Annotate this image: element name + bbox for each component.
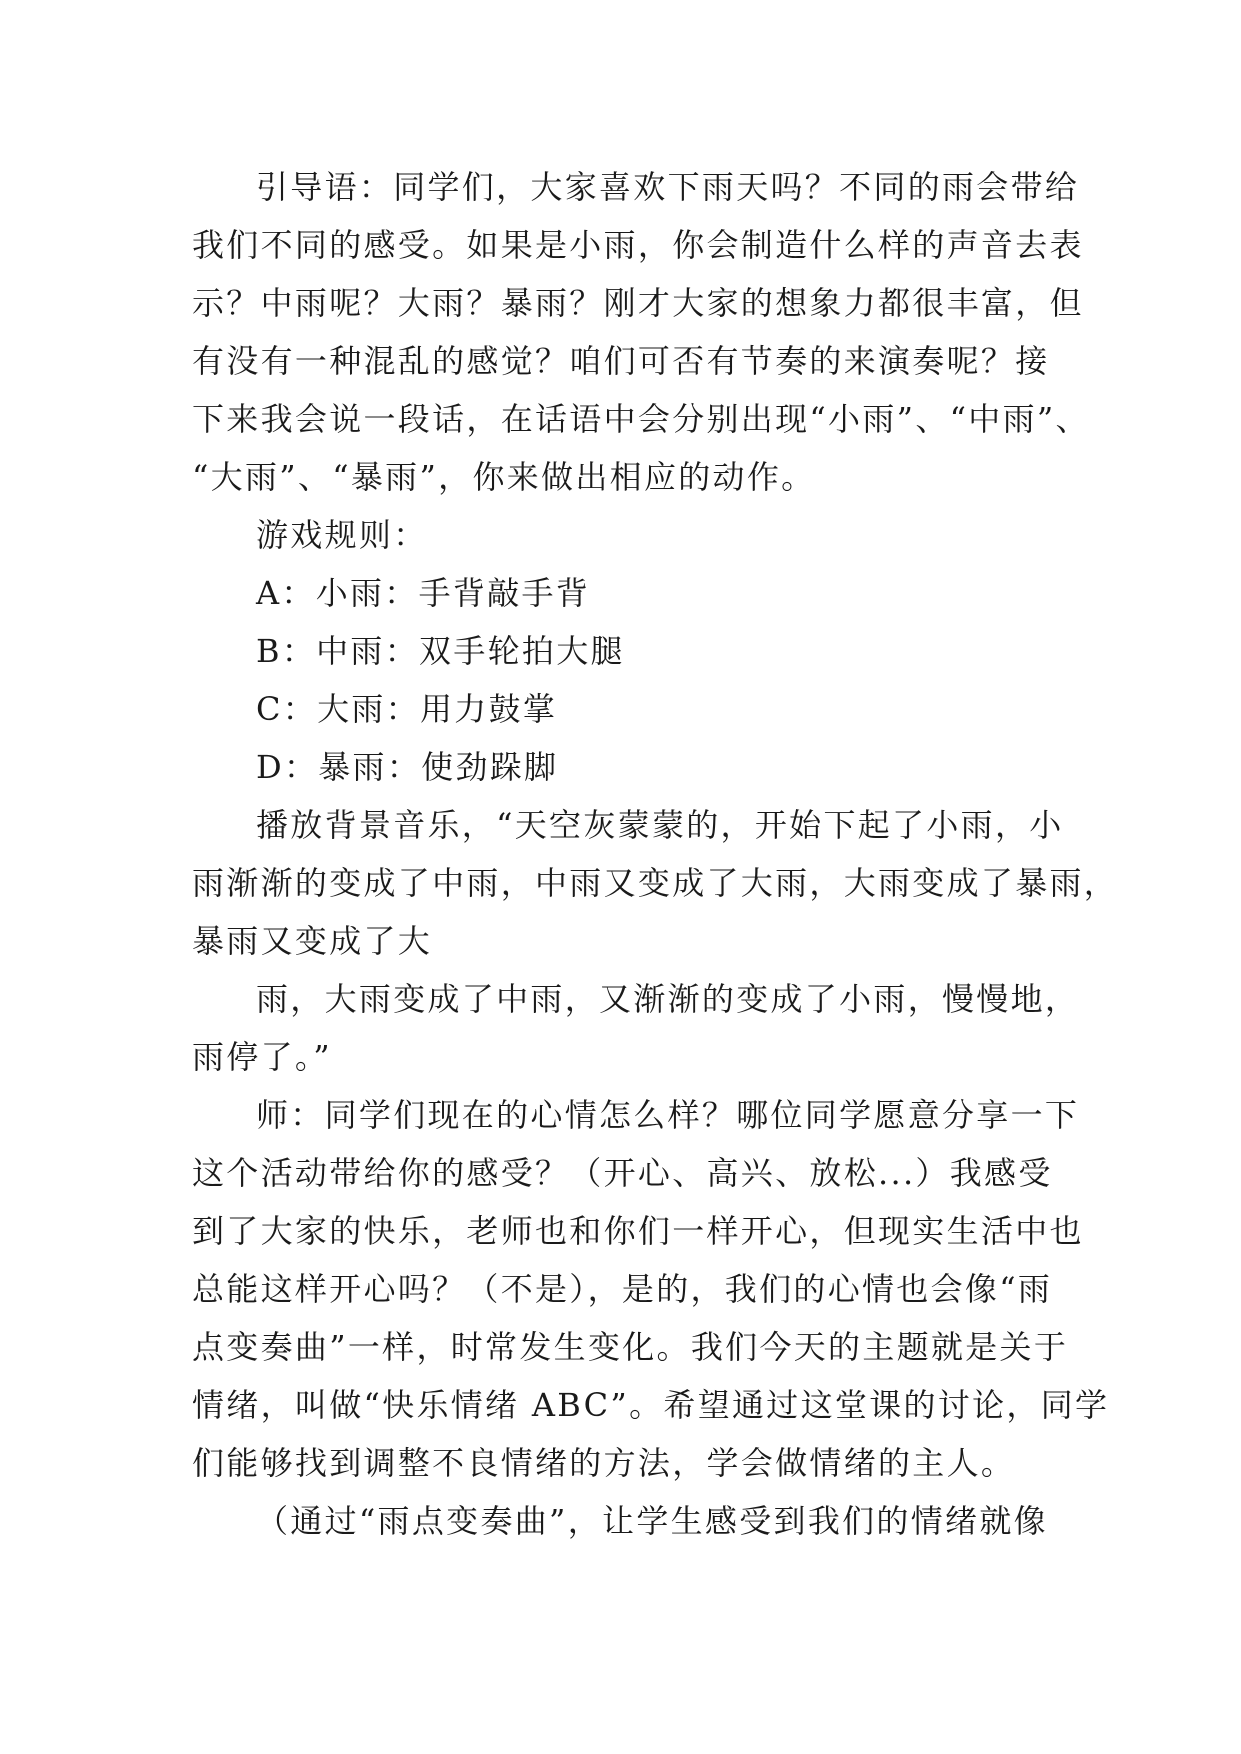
text-line: 到了大家的快乐，老师也和你们一样开心，但现实生活中也 xyxy=(192,1212,1084,1250)
text-line: 情绪，叫做“快乐情绪 ABC”。希望通过这堂课的讨论，同学 xyxy=(192,1386,1110,1424)
document-body xyxy=(192,158,1119,1550)
text-line: 点变奏曲”一样，时常发生变化。我们今天的主题就是关于 xyxy=(192,1328,1069,1366)
text-line: 示？中雨呢？大雨？暴雨？刚才大家的想象力都很丰富，但 xyxy=(192,284,1084,322)
rule-item-b: B：中雨：双手轮拍大腿 xyxy=(256,632,625,670)
text-line: 有没有一种混乱的感觉？咱们可否有节奏的来演奏呢？接 xyxy=(192,342,1050,380)
text-line: 下来我会说一段话，在话语中会分别出现“小雨”、“中雨”、 xyxy=(192,400,1090,438)
text-line: 雨渐渐的变成了中雨，中雨又变成了大雨，大雨变成了暴雨， xyxy=(192,864,1119,902)
rule-item-d: D：暴雨：使劲跺脚 xyxy=(256,748,559,786)
text-line: （通过“雨点变奏曲”，让学生感受到我们的情绪就像 xyxy=(256,1502,1048,1540)
text-line: 引导语：同学们，大家喜欢下雨天吗？不同的雨会带给 xyxy=(256,168,1080,206)
text-line: 总能这样开心吗？（不是），是的，我们的心情也会像“雨 xyxy=(192,1270,1053,1308)
text-line: 播放背景音乐，“天空灰蒙蒙的，开始下起了小雨，小 xyxy=(256,806,1064,844)
rule-item-a: A：小雨：手背敲手背 xyxy=(256,574,591,612)
text-line: 雨，大雨变成了中雨，又渐渐的变成了小雨，慢慢地， xyxy=(256,980,1080,1018)
text-line: 们能够找到调整不良情绪的方法，学会做情绪的主人。 xyxy=(192,1444,1016,1482)
rule-item-c: C：大雨：用力鼓掌 xyxy=(256,690,558,728)
text-line: 游戏规则： xyxy=(256,516,428,554)
text-line: 这个活动带给你的感受？（开心、高兴、放松...）我感受 xyxy=(192,1154,1053,1192)
text-line: 暴雨又变成了大 xyxy=(192,922,433,960)
text-line: 雨停了。” xyxy=(192,1038,332,1076)
text-line: 师：同学们现在的心情怎么样？哪位同学愿意分享一下 xyxy=(256,1096,1080,1134)
text-line: “大雨”、“暴雨”，你来做出相应的动作。 xyxy=(192,458,816,496)
text-line: 我们不同的感受。如果是小雨，你会制造什么样的声音去表 xyxy=(192,226,1084,264)
